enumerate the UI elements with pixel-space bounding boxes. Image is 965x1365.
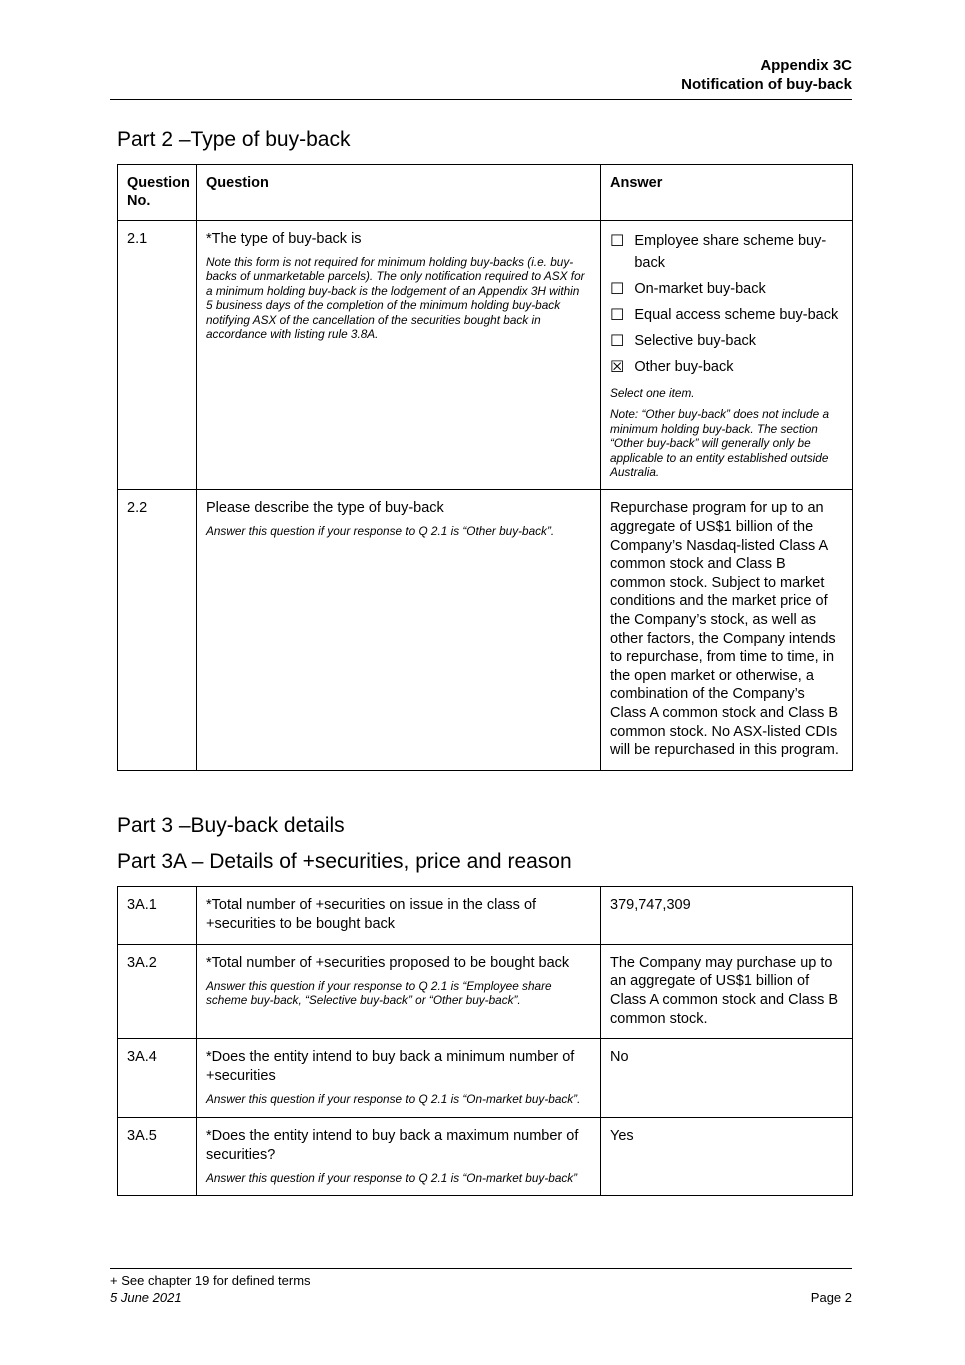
answer-text: Repurchase program for up to an aggregate of US$1 billion of the Company’s Nasdaq-listed Class A common stock and Class B common stock. Subject to market conditions and the market price of the Company’s stock, as well as other factors, the Company intends to repurchase, from time to time, in the open market or otherwise, a combination of the Company’s Class A common stock and Class B common stock. No ASX-listed CDIs will be repurchased in this program. — [601, 490, 853, 770]
checkbox-option-label: Employee share scheme buy-back — [634, 233, 827, 271]
question-number: 3A.2 — [118, 944, 197, 1038]
part2-table — [117, 164, 853, 771]
part3a-table — [117, 886, 853, 1196]
question-number: 2.1 — [118, 221, 197, 490]
answer-text: No — [601, 1039, 853, 1117]
document-header — [110, 0, 852, 100]
col-header-answer: Answer — [601, 165, 853, 221]
question-text: *Does the entity intend to buy back a minimum number of +securities — [206, 1049, 575, 1085]
checkbox-unchecked-icon[interactable]: ☐ — [610, 331, 625, 350]
checkbox-unchecked-icon[interactable]: ☐ — [610, 279, 625, 298]
table-row-2-1 — [118, 221, 853, 490]
part3-heading: Part 3 –Buy-back details — [117, 813, 345, 837]
answer-text: 379,747,309 — [601, 886, 853, 944]
checkbox-option-equal-access[interactable] — [610, 304, 841, 326]
select-one-item-note: Select one item. — [610, 386, 695, 400]
checkbox-option-selective[interactable] — [610, 330, 841, 352]
footer-date: 5 June 2021 — [110, 1289, 182, 1305]
table-row-3a4 — [118, 1039, 853, 1117]
question-number: 2.2 — [118, 490, 197, 770]
checkbox-option-label: Equal access scheme buy-back — [634, 307, 839, 323]
table-row-3a2 — [118, 944, 853, 1038]
question-note: Answer this question if your response to Q 2.1 is “On-market buy-back”. — [206, 1092, 581, 1107]
question-text: *The type of buy-back is — [206, 231, 362, 247]
checkbox-option-other[interactable] — [610, 356, 841, 378]
question-text: *Does the entity intend to buy back a maximum number of securities? — [206, 1127, 579, 1163]
question-note: Answer this question if your response to Q 2.1 is “On-market buy-back” — [206, 1170, 578, 1185]
question-number: 3A.1 — [118, 886, 197, 944]
other-buyback-note: Note: “Other buy-back” does not include a minimum holding buy-back. The section “Other buy-back” will generally only be applicable to an entity established outside Australia. — [610, 407, 830, 480]
table-row-3a5 — [118, 1117, 853, 1195]
header-title: Appendix 3C — [760, 57, 852, 74]
checkbox-unchecked-icon[interactable]: ☐ — [610, 231, 625, 250]
question-note: Answer this question if your response to Q 2.1 is “Employee share scheme buy-back, “Selective buy-back” or “Other buy-back”. — [206, 978, 552, 1008]
checkbox-option-on-market[interactable] — [610, 278, 841, 300]
checkbox-option-label: Selective buy-back — [634, 333, 757, 349]
checkbox-option-label: Other buy-back — [634, 359, 734, 375]
question-text: *Total number of +securities proposed to be bought back — [206, 954, 570, 971]
part2-heading: Part 2 –Type of buy-back — [117, 128, 351, 151]
table-row-3a1 — [118, 886, 853, 944]
question-text: *Total number of +securities on issue in the class of +securities to be bought back — [206, 896, 537, 932]
col-header-question-no: Question No. — [118, 165, 197, 221]
checkbox-unchecked-icon[interactable]: ☐ — [610, 305, 625, 324]
page-number: Page 2 — [810, 1289, 852, 1305]
table-header-row — [118, 165, 853, 221]
part3a-heading: Part 3A – Details of +securities, price and reason — [117, 849, 572, 873]
question-text: Please describe the type of buy-back — [206, 500, 444, 517]
question-note: Answer this question if your response to Q 2.1 is “Other buy-back”. — [206, 524, 555, 539]
question-number: 3A.4 — [118, 1039, 197, 1117]
col-header-question: Question — [197, 165, 601, 221]
checkbox-option-label: On-market buy-back — [634, 281, 766, 297]
defined-terms-note: + See chapter 19 for defined terms — [110, 1273, 311, 1288]
header-subtitle: Notification of buy-back — [681, 76, 852, 93]
answer-text: Yes — [601, 1117, 853, 1195]
question-number: 3A.5 — [118, 1117, 197, 1195]
checkbox-option-employee-share-scheme[interactable] — [610, 230, 841, 274]
document-footer — [110, 1268, 852, 1306]
checkbox-checked-icon[interactable]: ☒ — [610, 357, 625, 376]
table-row-2-2 — [118, 490, 853, 770]
question-note: Note this form is not required for minimum holding buy-backs (i.e. buy-backs of unmarketable parcels). The only notification required to ASX for a minimum holding buy-back is the lodgement of an Appendix 3H within 5 business days of the completion of the minimum holding buy-back notifying ASX of the cancellation of the securities bought back in accordance with listing rule 3.8A. — [206, 255, 585, 342]
answer-text: The Company may purchase up to an aggregate of US$1 billion of Class A common stock and Class B common stock. — [601, 944, 853, 1038]
